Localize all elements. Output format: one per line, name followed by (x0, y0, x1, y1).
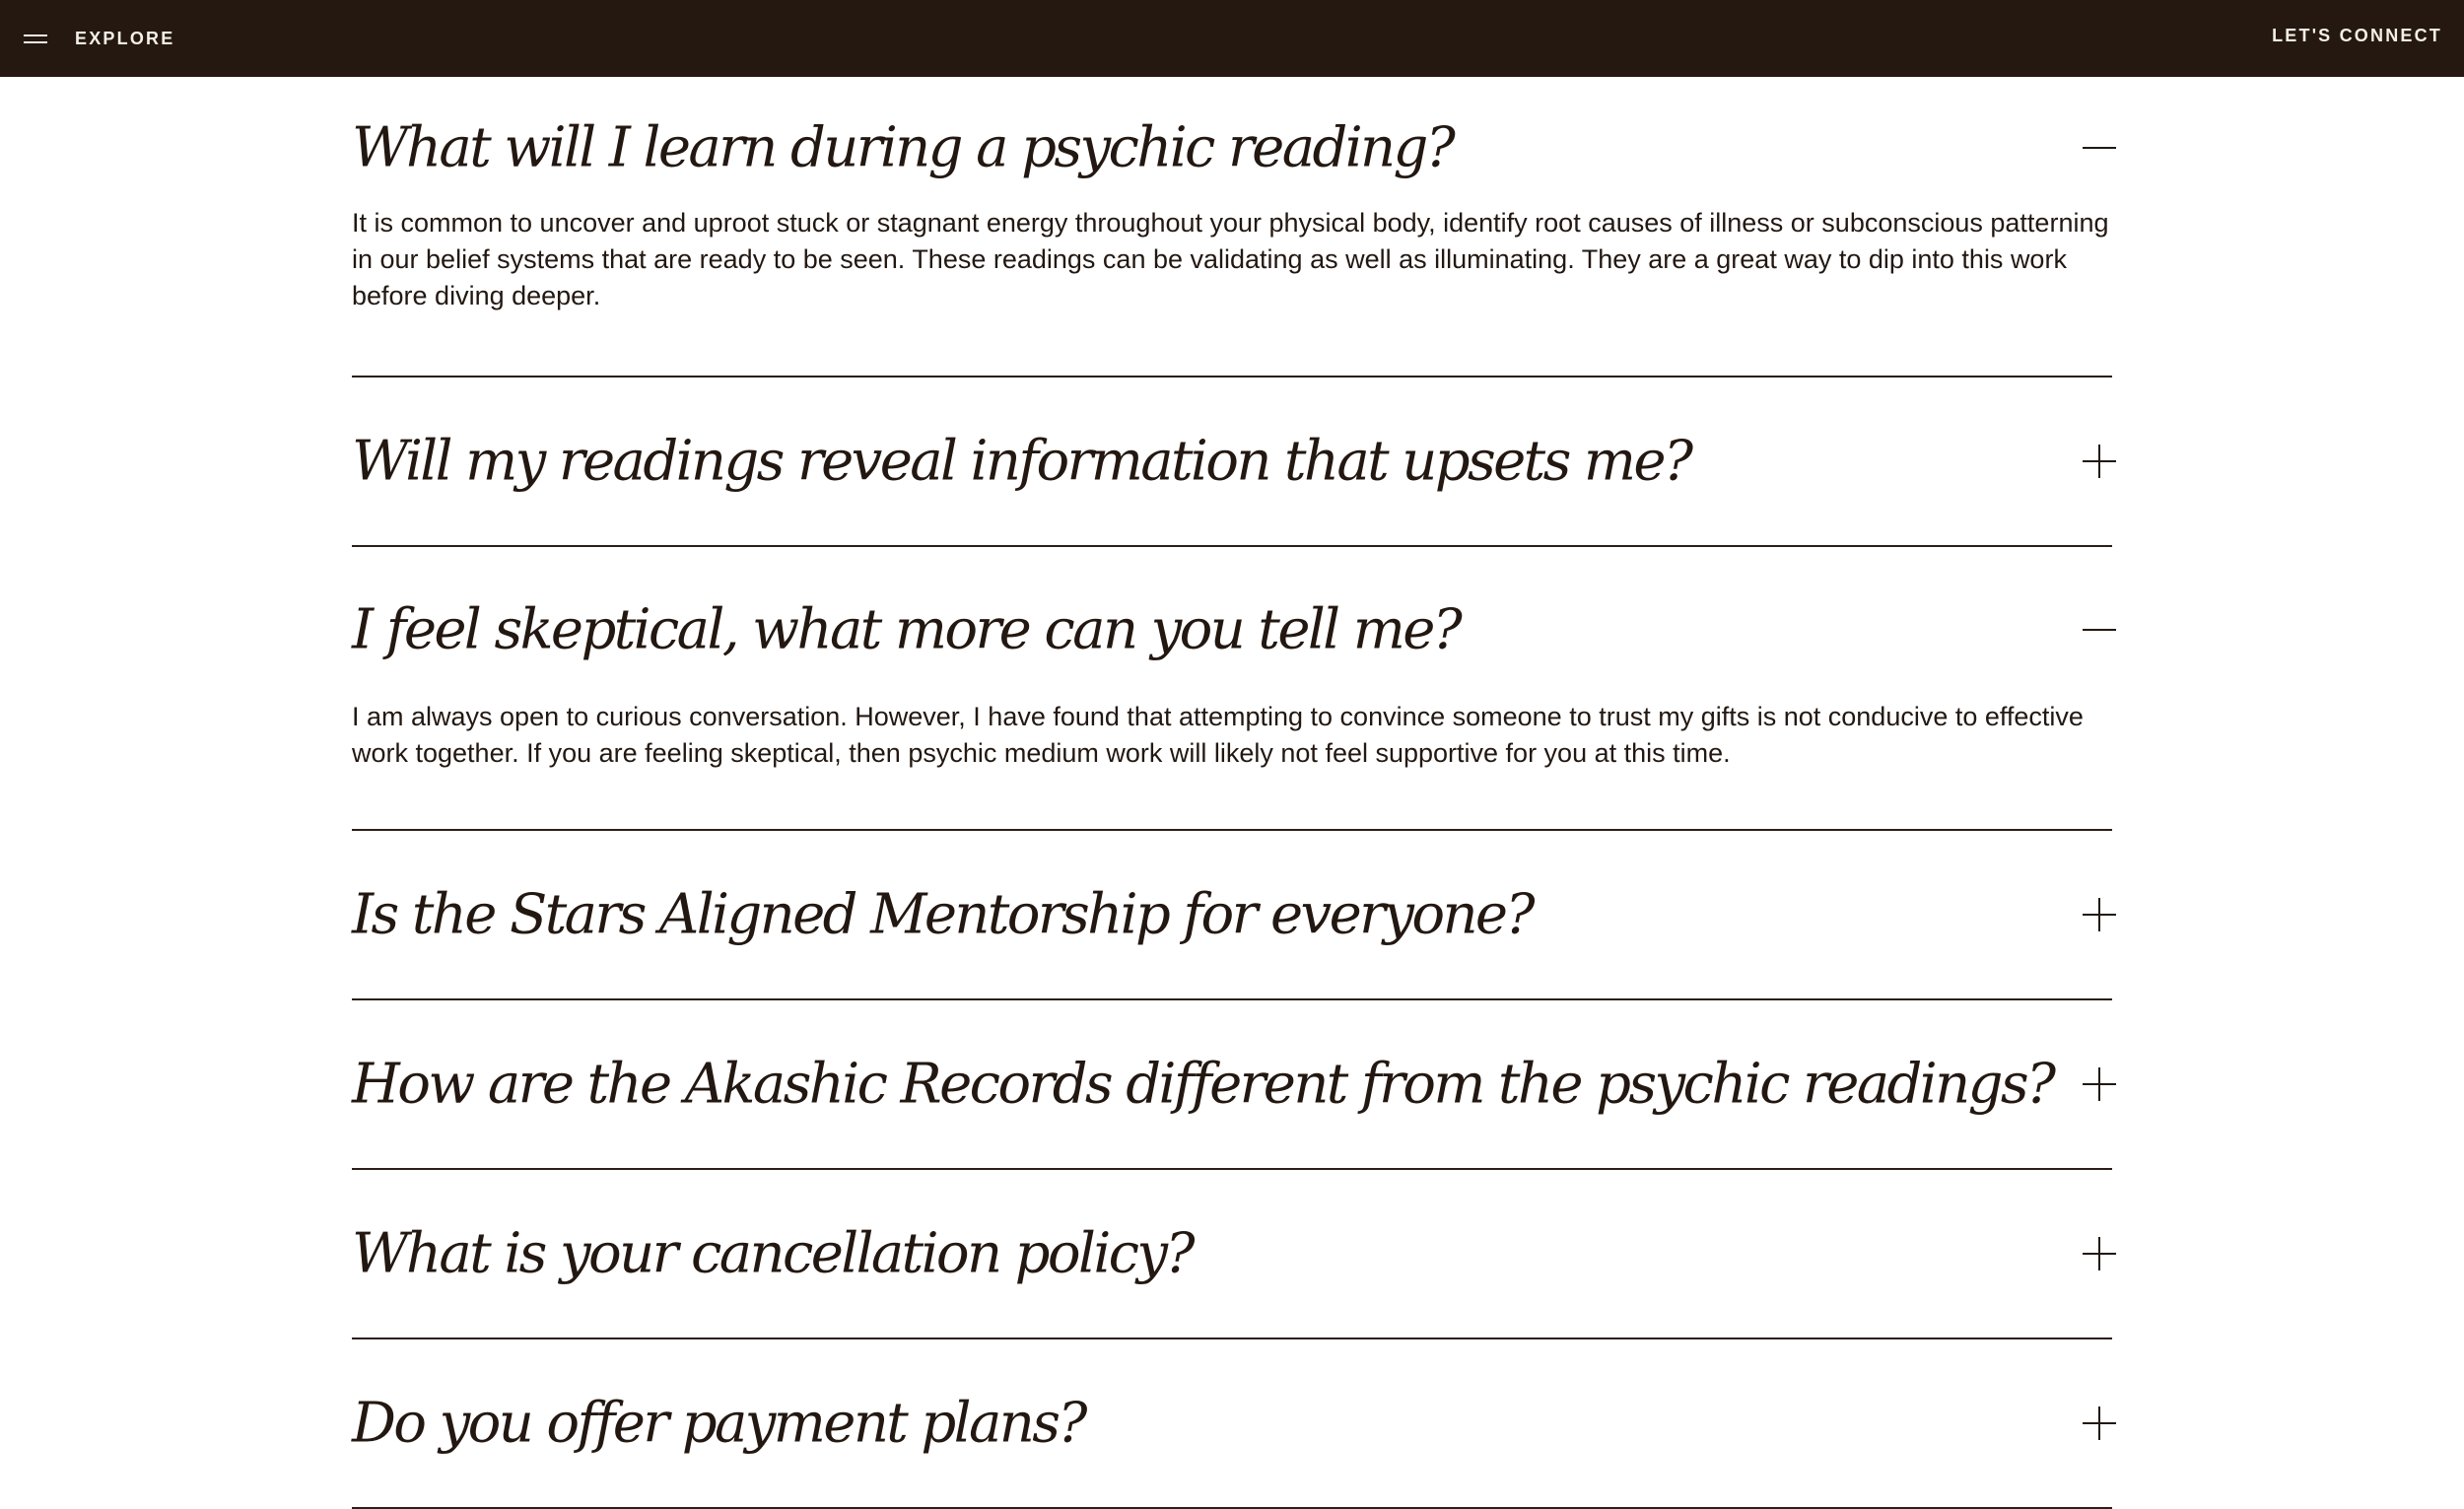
faq-question-toggle[interactable] (352, 1170, 2112, 1338)
faq-question[interactable]: Is the Stars Aligned Mentorship for everyone? (352, 882, 1533, 947)
faq-question-toggle[interactable] (352, 77, 2112, 219)
faq-item (352, 377, 2112, 547)
faq-accordion (352, 77, 2112, 1509)
plus-icon[interactable] (2083, 445, 2116, 478)
faq-item (352, 547, 2112, 831)
minus-icon[interactable] (2083, 613, 2116, 647)
explore-menu-button[interactable] (24, 24, 174, 53)
faq-question[interactable]: What is your cancellation policy? (352, 1221, 1193, 1286)
faq-question-toggle[interactable] (352, 547, 2112, 713)
faq-question[interactable]: How are the Akashic Records different from the psychic readings? (352, 1052, 2054, 1117)
faq-question-toggle[interactable] (352, 831, 2112, 998)
faq-item (352, 831, 2112, 1000)
faq-question[interactable]: Do you offer payment plans? (352, 1391, 1085, 1456)
explore-menu-label[interactable]: EXPLORE (75, 28, 175, 48)
faq-question[interactable]: What will I learn during a psychic reading? (352, 115, 1454, 180)
top-nav-bar (0, 0, 2464, 77)
faq-item (352, 1000, 2112, 1170)
faq-question-toggle[interactable] (352, 377, 2112, 545)
faq-question-toggle[interactable] (352, 1339, 2112, 1507)
faq-item (352, 77, 2112, 377)
faq-question[interactable]: Will my readings reveal information that upsets me? (352, 429, 1691, 494)
faq-question-toggle[interactable] (352, 1000, 2112, 1168)
plus-icon[interactable] (2083, 1237, 2116, 1270)
plus-icon[interactable] (2083, 1067, 2116, 1101)
hamburger-menu-icon[interactable] (24, 33, 47, 44)
plus-icon[interactable] (2083, 898, 2116, 931)
faq-item (352, 1170, 2112, 1339)
faq-answer: It is common to uncover and uproot stuck or stagnant energy throughout your physical body, identify root causes of illness or subconscious patterning in our belief systems that are ready to be seen. These readings can be validating as well as illuminating. They are a great way to dip into this work before diving deeper. (352, 208, 2109, 310)
faq-item (352, 1339, 2112, 1509)
lets-connect-link[interactable]: LET'S CONNECT (2272, 26, 2442, 45)
faq-question[interactable]: I feel skeptical, what more can you tell me? (352, 597, 1461, 662)
plus-icon[interactable] (2083, 1406, 2116, 1440)
faq-answer: I am always open to curious conversation. However, I have found that attempting to convince someone to trust my gifts is not conducive to effective work together. If you are feeling skeptical, then psychic medium work will likely not feel supportive for you at this time. (352, 702, 2084, 768)
minus-icon[interactable] (2083, 131, 2116, 165)
